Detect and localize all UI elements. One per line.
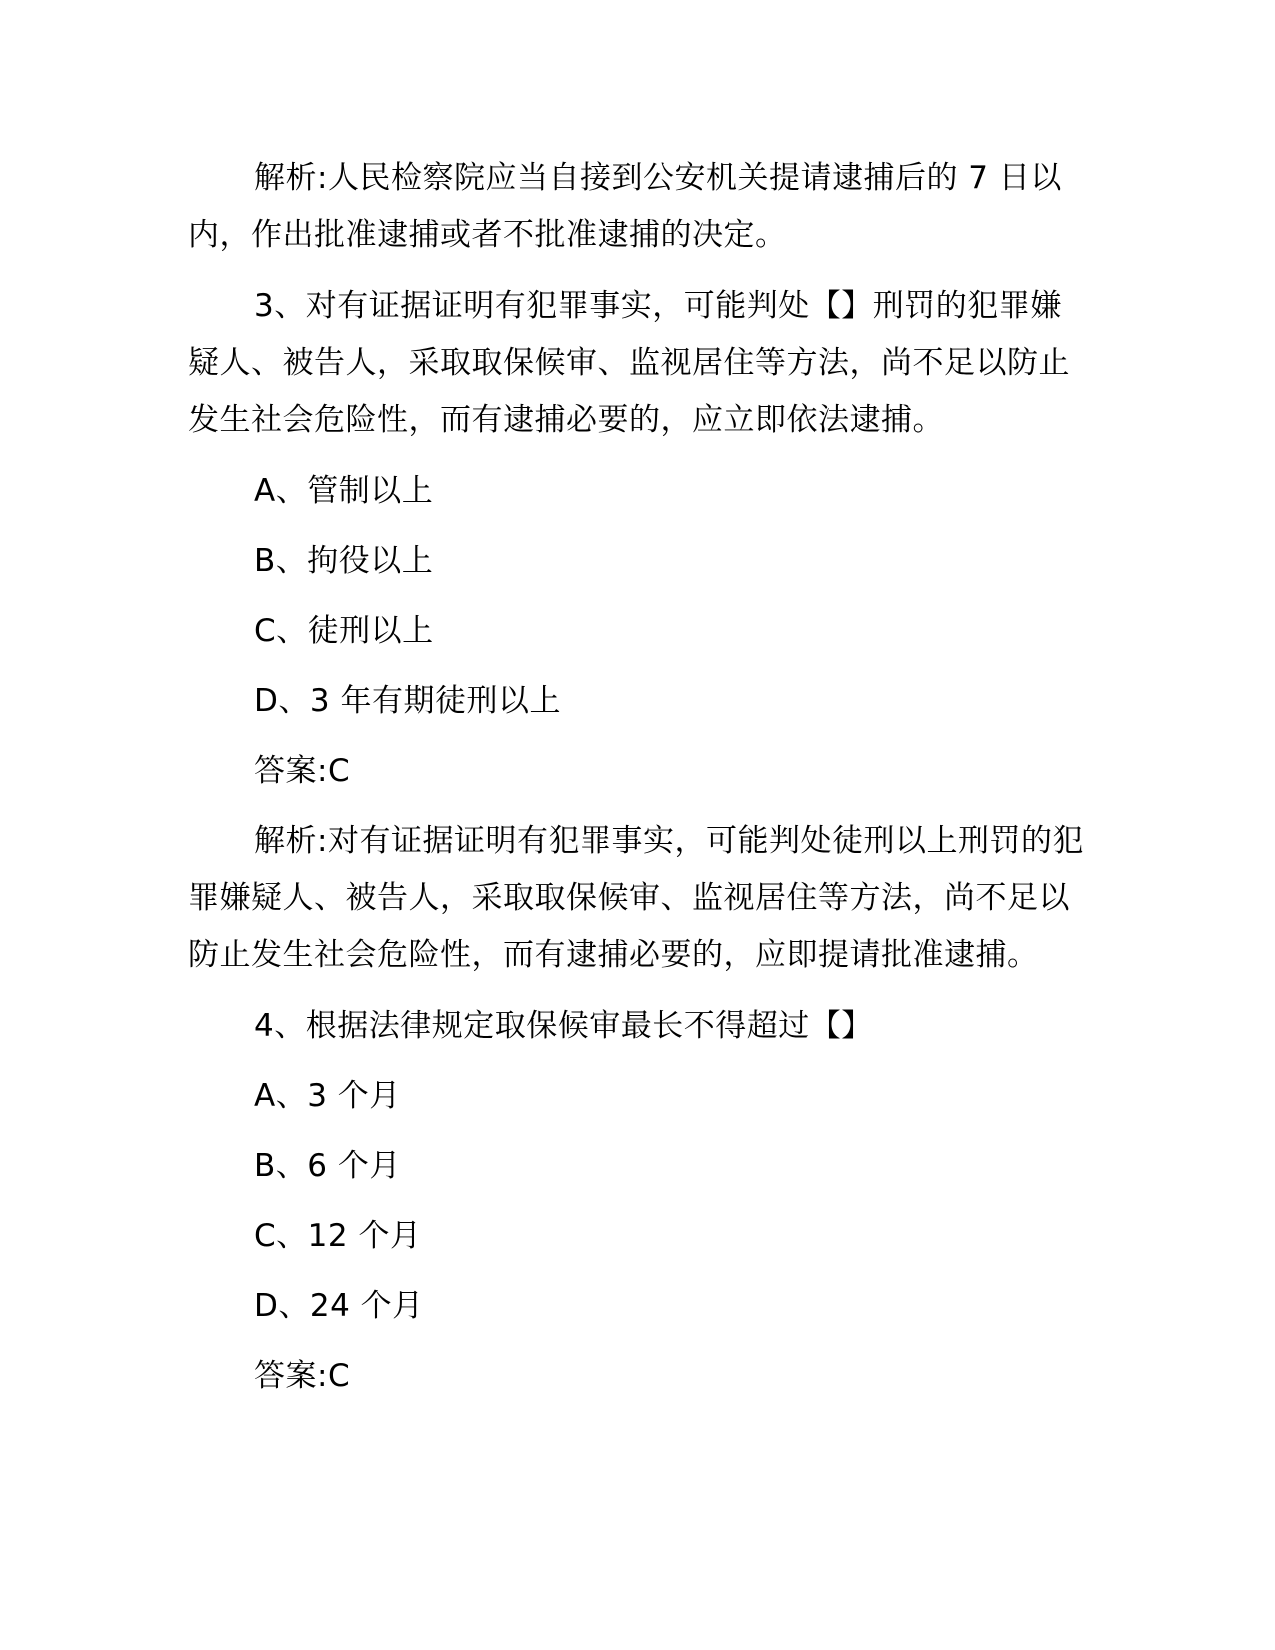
q3-option-b: B、拘役以上: [254, 543, 434, 579]
q4-answer: 答案:C: [254, 1358, 351, 1394]
q3-option-c: C、徒刑以上: [254, 613, 434, 649]
q4-option-d: D、24 个月: [254, 1288, 424, 1324]
q3-option-a: A、管制以上: [254, 473, 434, 509]
question-3: 3、对有证据证明有犯罪事实，可能判处【】刑罚的犯罪嫌疑人、被告人，采取取保候审、监视居住等方法，尚不足以防止发生社会危险性，而有逮捕必要的，应立即依法逮捕。: [188, 288, 1070, 438]
q4-option-c: C、12 个月: [254, 1218, 422, 1254]
q3-option-d: D、3 年有期徒刑以上: [254, 683, 561, 719]
q4-option-b: B、6 个月: [254, 1148, 401, 1184]
question-4: 4、根据法律规定取保候审最长不得超过【】: [254, 1008, 873, 1044]
explanation-q2: 解析:人民检察院应当自接到公安机关提请逮捕后的 7 日以内，作出批准逮捕或者不批准逮捕的决定。: [188, 160, 1062, 253]
explanation-q3: 解析:对有证据证明有犯罪事实，可能判处徒刑以上刑罚的犯罪嫌疑人、被告人，采取取保候审、监视居住等方法，尚不足以防止发生社会危险性，而有逮捕必要的，应即提请批准逮捕。: [188, 823, 1084, 973]
q3-answer: 答案:C: [254, 753, 351, 789]
document-page: [188, 150, 1088, 1418]
q4-option-a: A、3 个月: [254, 1078, 401, 1114]
